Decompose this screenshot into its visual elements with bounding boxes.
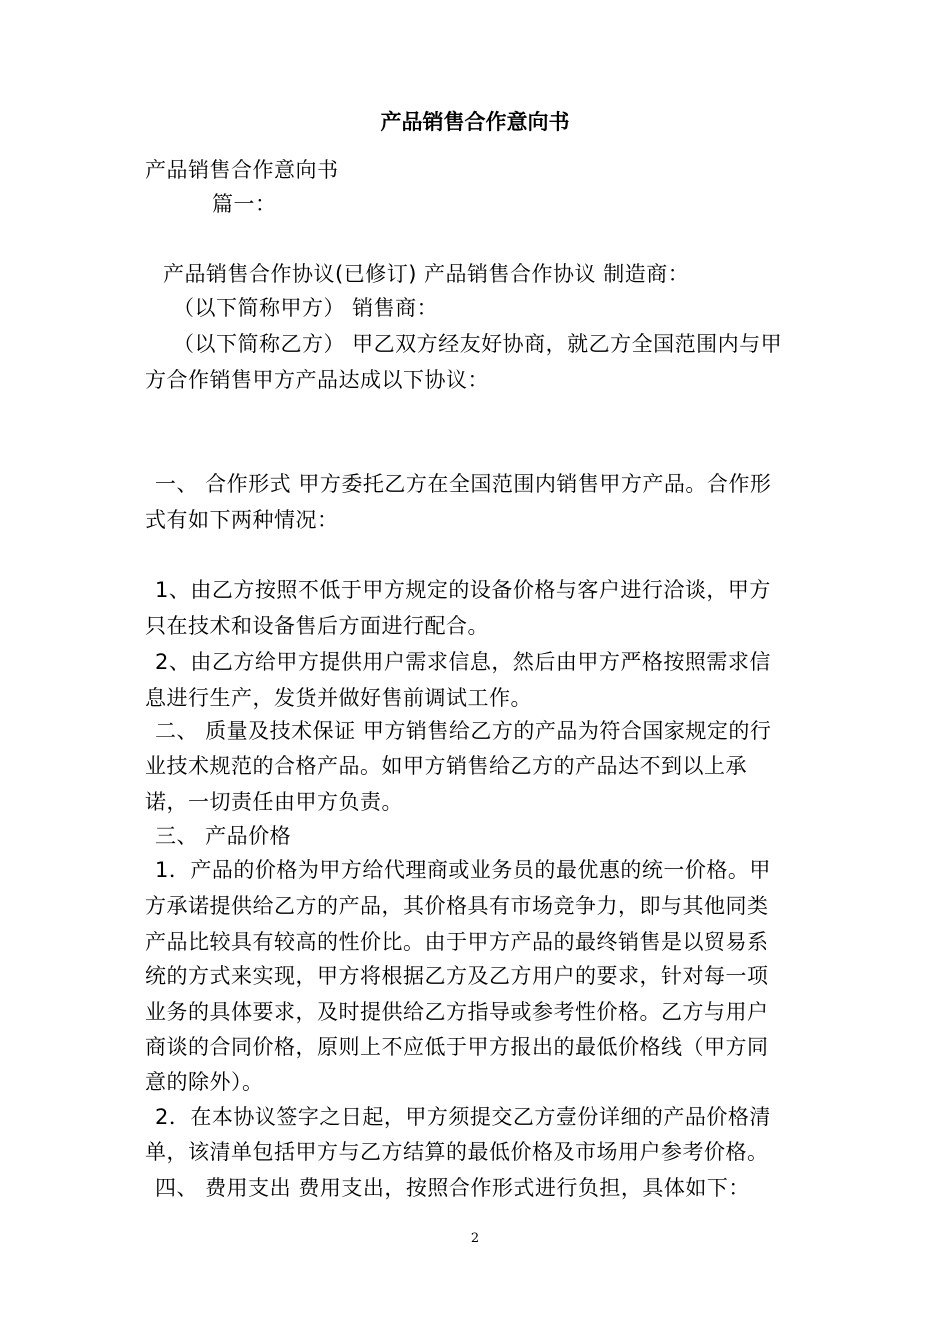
- text-line: 2、由乙方给甲方提供用户需求信息，然后由甲方严格按照需求信: [155, 650, 771, 674]
- text-line: 1．产品的价格为甲方给代理商或业务员的最优惠的统一价格。甲: [155, 858, 771, 882]
- text-line: 式有如下两种情况：: [145, 508, 339, 532]
- text-line: 方合作销售甲方产品达成以下协议：: [145, 368, 489, 392]
- text-line: 产品销售合作协议(已修订) 产品销售合作协议 制造商：: [163, 262, 690, 286]
- section-heading-line: 一、 合作形式 甲方委托乙方在全国范围内销售甲方产品。合作形: [155, 472, 772, 496]
- section-heading-line: 四、 费用支出 费用支出，按照合作形式进行负担，具体如下：: [155, 1176, 750, 1200]
- text-line: 方承诺提供给乙方的产品，其价格具有市场竞争力，即与其他同类: [145, 894, 769, 918]
- page-number: 2: [470, 1231, 480, 1246]
- text-line: 统的方式来实现，甲方将根据乙方及乙方用户的要求，针对每一项: [145, 964, 769, 988]
- text-line: 产品销售合作意向书: [145, 158, 339, 182]
- text-line: 息进行生产，发货并做好售前调试工作。: [145, 686, 532, 710]
- section-heading-line: 二、 质量及技术保证 甲方销售给乙方的产品为符合国家规定的行: [155, 719, 772, 743]
- text-line: 1、由乙方按照不低于甲方规定的设备价格与客户进行洽谈，甲方: [155, 578, 771, 602]
- text-line: 意的除外）。: [145, 1070, 264, 1094]
- text-line: 单，该清单包括甲方与乙方结算的最低价格及市场用户参考价格。: [145, 1140, 769, 1164]
- text-line: （以下简称甲方） 销售商：: [173, 296, 439, 320]
- text-line: 只在技术和设备售后方面进行配合。: [145, 614, 489, 638]
- text-line: 诺，一切责任由甲方负责。: [145, 790, 403, 814]
- text-line: 2．在本协议签字之日起，甲方须提交乙方壹份详细的产品价格清: [155, 1105, 771, 1129]
- text-line: 商谈的合同价格，原则上不应低于甲方报出的最低价格线（甲方同: [145, 1035, 769, 1059]
- text-line: 业务的具体要求，及时提供给乙方指导或参考性价格。乙方与用户: [145, 1000, 769, 1024]
- text-line: （以下简称乙方） 甲乙双方经友好协商，就乙方全国范围内与甲: [173, 332, 783, 356]
- text-line: 篇一：: [212, 192, 277, 216]
- text-line: 业技术规范的合格产品。如甲方销售给乙方的产品达不到以上承: [145, 754, 747, 778]
- text-line: 产品比较具有较高的性价比。由于甲方产品的最终销售是以贸易系: [145, 930, 769, 954]
- document-title: 产品销售合作意向书: [380, 110, 570, 134]
- section-heading-line: 三、 产品价格: [155, 824, 292, 848]
